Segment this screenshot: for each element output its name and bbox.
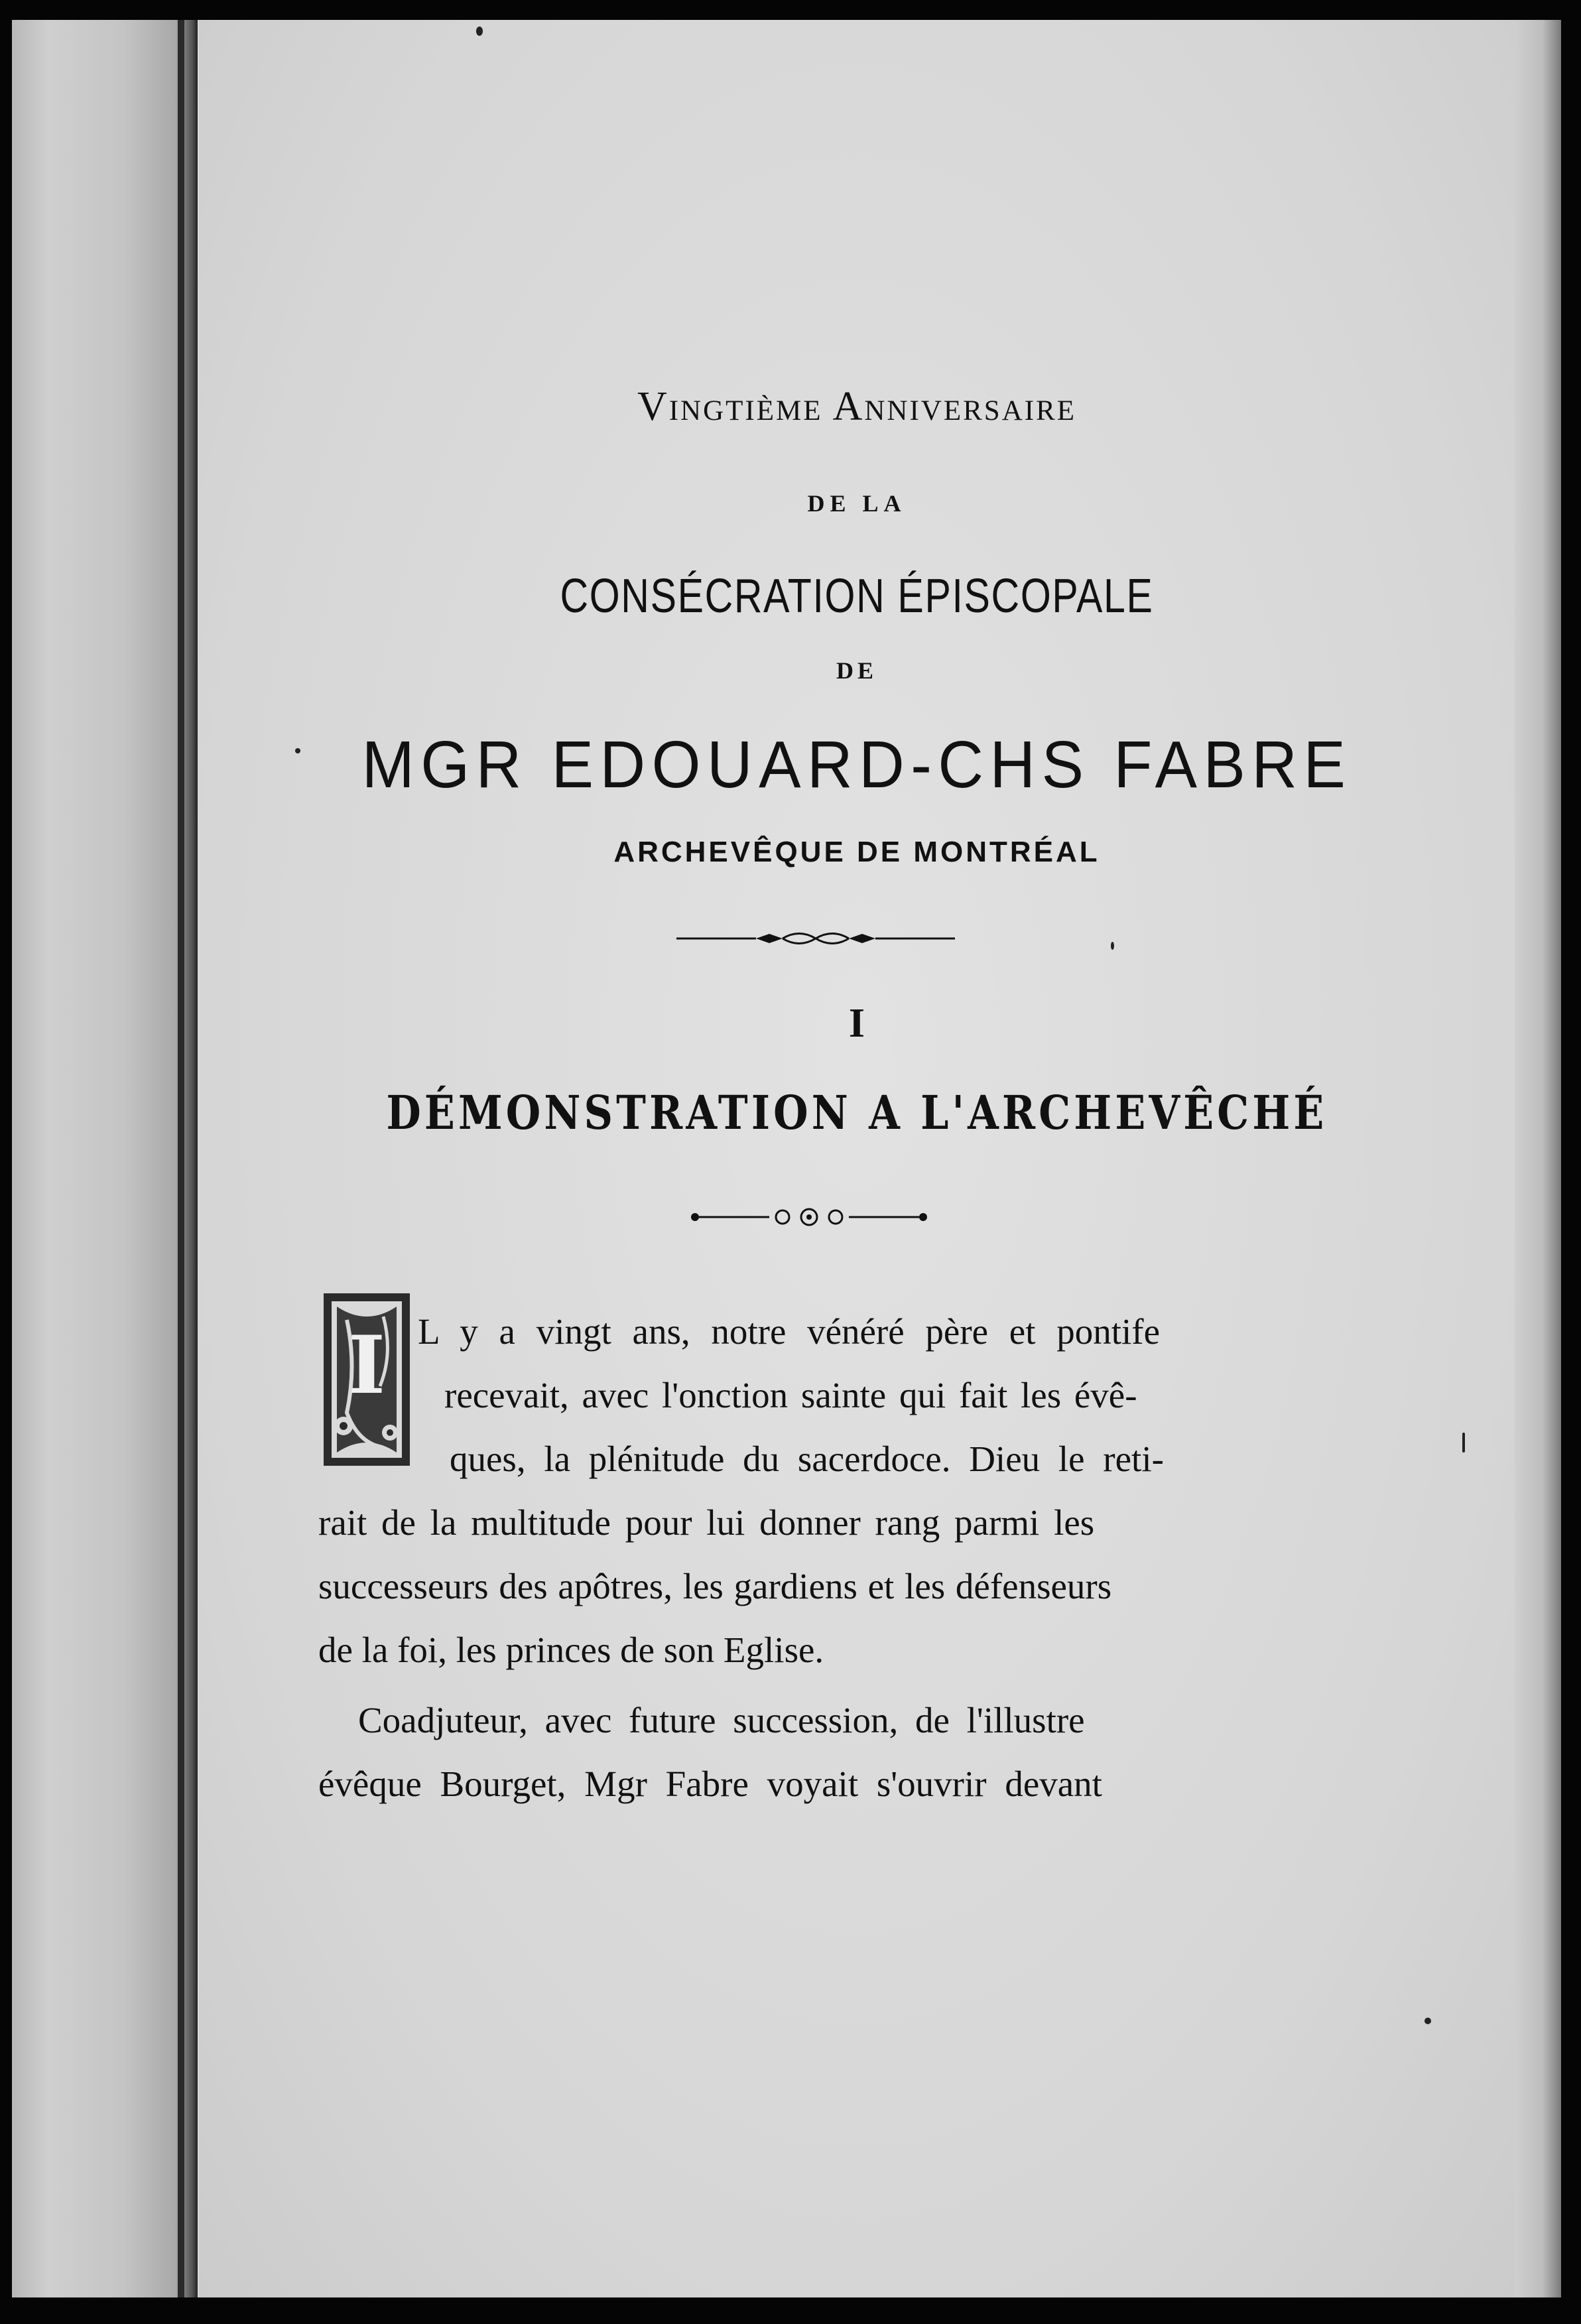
scan-border-right	[1561, 0, 1581, 2324]
body-line-8: évêque Bourget, Mgr Fabre voyait s'ouvrir devant	[318, 1764, 1102, 1804]
scan-border-left	[0, 0, 12, 2324]
scan-speck	[295, 748, 300, 753]
body-line-3: ques, la plénitude du sacerdoce. Dieu le reti-	[450, 1439, 1164, 1479]
body-line-1: L y a vingt ans, notre vénéré père et pontife	[418, 1311, 1161, 1352]
title-de: DE	[836, 657, 877, 684]
title-name: MGR EDOUARD-CHS FABRE	[361, 728, 1352, 802]
scan-border-top	[0, 0, 1581, 20]
dropcap-ornate-letter	[317, 1287, 416, 1472]
page-right-edge	[1515, 20, 1561, 2297]
title-archeveque: ARCHEVÊQUE DE MONTRÉAL	[613, 836, 1100, 868]
body-line-2: recevait, avec l'onction sainte qui fait les évê-	[444, 1375, 1137, 1415]
scan-speck	[1111, 942, 1114, 950]
body-line-6: de la foi, les princes de son Eglise.	[318, 1630, 824, 1670]
body-line-4: rait de la multitude pour lui donner rang parmi les	[318, 1502, 1095, 1543]
section-numeral: I	[848, 1001, 865, 1046]
scan-speck	[476, 27, 483, 36]
title-anniversary: Vingtième Anniversaire	[637, 384, 1077, 429]
ornament-rule-bottom	[690, 1207, 928, 1227]
body-line-5: successeurs des apôtres, les gardiens et les défenseurs	[318, 1566, 1112, 1606]
ornament-rule-top	[676, 927, 955, 950]
gutter-fold	[178, 20, 184, 2297]
book-gutter	[12, 20, 198, 2297]
body-line-7: Coadjuteur, avec future succession, de l'illustre	[358, 1700, 1085, 1740]
title-consecration: CONSÉCRATION ÉPISCOPALE	[560, 570, 1154, 623]
dropcap-letter: I	[348, 1319, 386, 1412]
scan-speck	[1424, 2018, 1431, 2024]
section-heading: DÉMONSTRATION A L'ARCHEVÊCHÉ	[386, 1085, 1328, 1140]
title-de-la: DE LA	[807, 490, 907, 517]
scan-speck	[1462, 1433, 1465, 1452]
scan-border-bottom	[0, 2297, 1581, 2324]
page-paper	[199, 20, 1515, 2297]
